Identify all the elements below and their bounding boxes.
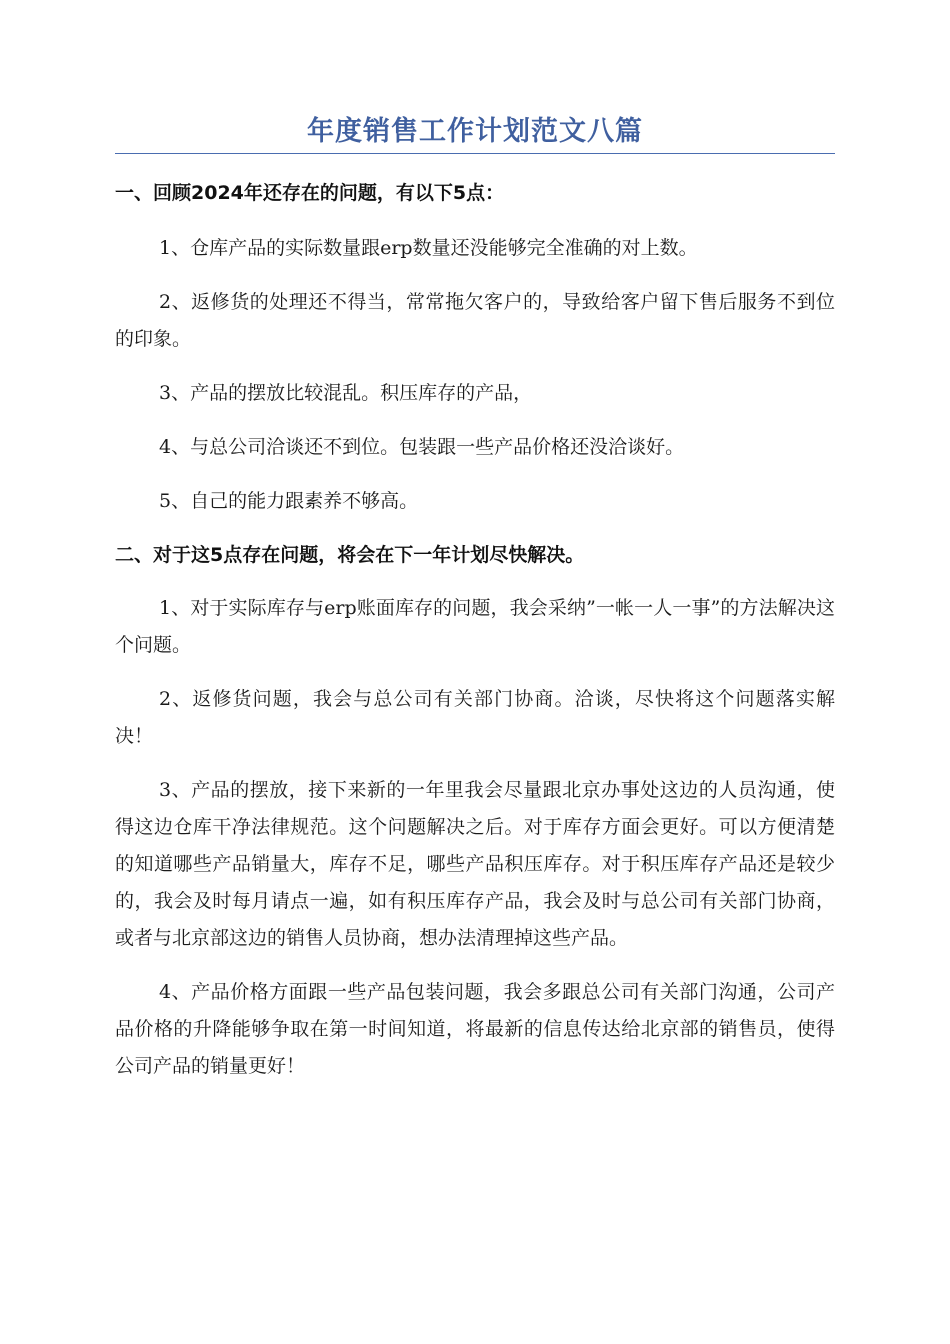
section-1-paragraph-4: 4、与总公司洽谈还不到位。包装跟一些产品价格还没洽谈好。	[159, 436, 685, 458]
section-1-paragraph-2: 2、返修货的处理还不得当，常常拖欠客户的，导致给客户留下售后服务不到位的印象。	[115, 291, 835, 350]
section-1-paragraph-5: 5、自己的能力跟素养不够高。	[159, 490, 419, 512]
section-2-paragraph-2: 2、返修货问题，我会与总公司有关部门协商。洽谈，尽快将这个问题落实解决！	[115, 688, 835, 747]
section-2-paragraph-3: 3、产品的摆放，接下来新的一年里我会尽量跟北京办事处这边的人员沟通，使得这边仓库干净法律规范。这个问题解决之后。对于库存方面会更好。可以方便清楚的知道哪些产品销量大，库存不足，哪些产品积压库存。对于积压库存产品还是较少的，我会及时每月请点一遍，如有积压库存产品，我会及时与总公司有关部门协商，或者与北京部这边的销售人员协商，想办法清理掉这些产品。	[115, 779, 835, 949]
section-heading-2: 二、对于这5点存在问题，将会在下一年计划尽快解决。	[115, 544, 585, 566]
section-heading-1: 一、回顾2024年还存在的问题，有以下5点：	[115, 182, 505, 204]
section-2-paragraph-4: 4、产品价格方面跟一些产品包装问题，我会多跟总公司有关部门沟通，公司产品价格的升降能够争取在第一时间知道，将最新的信息传达给北京部的销售员，使得公司产品的销量更好！	[115, 981, 835, 1077]
section-1-paragraph-3: 3、产品的摆放比较混乱。积压库存的产品，	[159, 382, 533, 404]
document-page	[115, 112, 835, 1085]
section-2-paragraph-1: 1、对于实际库存与erp账面库存的问题，我会采纳”一帐一人一事”的方法解决这个问题。	[115, 597, 835, 656]
title-underline	[115, 153, 835, 154]
section-1-paragraph-1: 1、仓库产品的实际数量跟erp数量还没能够完全准确的对上数。	[159, 237, 698, 259]
document-title: 年度销售工作计划范文八篇	[307, 116, 643, 147]
